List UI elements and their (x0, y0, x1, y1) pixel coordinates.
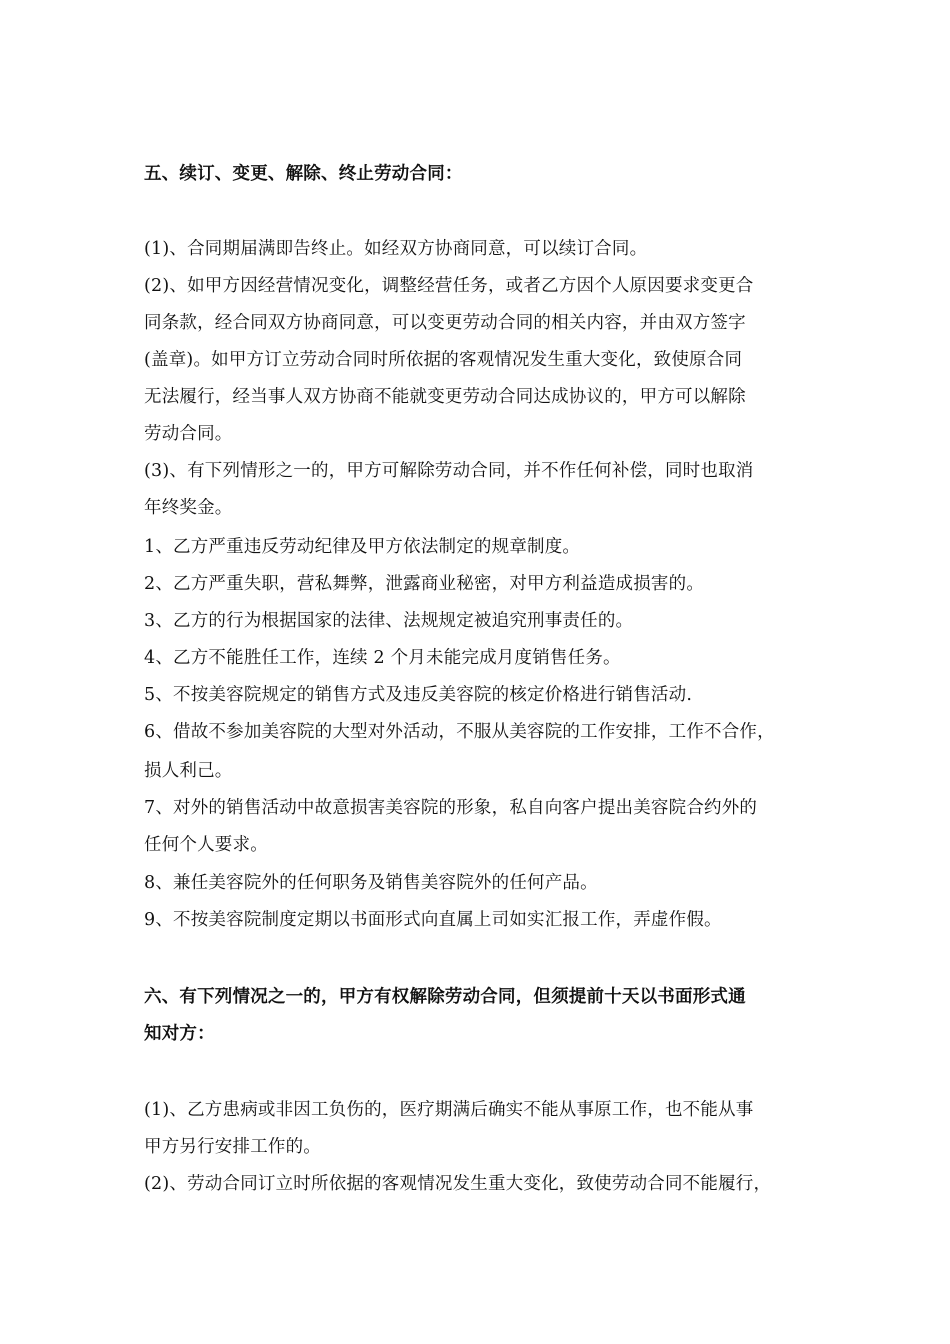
section-5-line: 劳动合同。 (144, 424, 233, 444)
section-5-line: (2)、如甲方因经营情况变化，调整经营任务，或者乙方因个人原因要求变更合 (144, 276, 754, 296)
section-5-line: (3)、有下列情形之一的，甲方可解除劳动合同，并不作任何补偿，同时也取消 (144, 461, 754, 481)
section-5-line: 1、乙方严重违反劳动纪律及甲方依法制定的规章制度。 (144, 537, 581, 557)
section-5-line: 同条款，经合同双方协商同意，可以变更劳动合同的相关内容，并由双方签字 (144, 313, 746, 333)
section-5-line: 任何个人要求。 (144, 835, 268, 855)
section-5-line: 年终奖金。 (144, 498, 233, 518)
section-5-line: 3、乙方的行为根据国家的法律、法规规定被追究刑事责任的。 (144, 611, 634, 631)
section-5-line: 4、乙方不能胜任工作，连续 2 个月未能完成月度销售任务。 (144, 648, 621, 668)
section-5-line: 8、兼任美容院外的任何职务及销售美容院外的任何产品。 (144, 873, 598, 893)
section-5-line: 7、对外的销售活动中故意损害美容院的形象，私自向客户提出美容院合约外的 (144, 798, 758, 818)
section-5-line: 9、不按美容院制度定期以书面形式向直属上司如实汇报工作，弄虚作假。 (144, 910, 722, 930)
section-5-line: 2、乙方严重失职，营私舞弊，泄露商业秘密，对甲方利益造成损害的。 (144, 574, 705, 594)
section-5-line: 损人利己。 (144, 761, 233, 781)
section-6-line: (1)、乙方患病或非因工负伤的，医疗期满后确实不能从事原工作，也不能从事 (144, 1100, 754, 1120)
section-5-line: 无法履行，经当事人双方协商不能就变更劳动合同达成协议的，甲方可以解除 (144, 387, 746, 407)
section-5-line: 6、借故不参加美容院的大型对外活动，不服从美容院的工作安排，工作不合作， (144, 722, 775, 742)
section-5-line: (盖章)。如甲方订立劳动合同时所依据的客观情况发生重大变化，致使原合同 (144, 350, 743, 370)
section-5-line: (1)、合同期届满即告终止。如经双方协商同意，可以续订合同。 (144, 239, 648, 259)
section-6-heading: 知对方： (144, 1024, 215, 1044)
section-6-heading: 六、有下列情况之一的，甲方有权解除劳动合同，但须提前十天以书面形式通 (144, 987, 746, 1007)
section-6-line: 甲方另行安排工作的。 (144, 1137, 321, 1157)
section-6-line: (2)、劳动合同订立时所依据的客观情况发生重大变化，致使劳动合同不能履行， (144, 1174, 772, 1194)
section-5-heading: 五、续订、变更、解除、终止劳动合同： (144, 164, 463, 184)
section-5-line: 5、不按美容院规定的销售方式及违反美容院的核定价格进行销售活动. (144, 685, 693, 705)
